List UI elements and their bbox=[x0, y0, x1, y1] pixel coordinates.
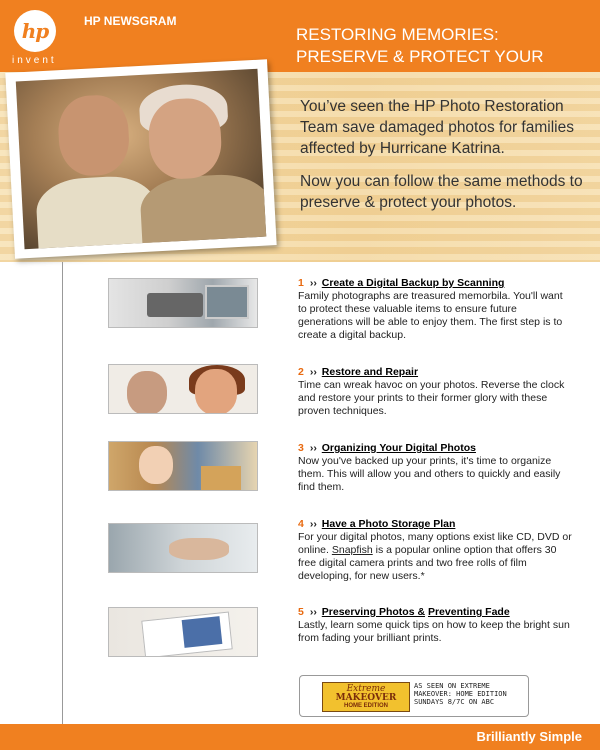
section-3-arrow-icon: ›› bbox=[309, 442, 317, 454]
organize-thumbnail[interactable] bbox=[108, 441, 258, 491]
hero-family-photo bbox=[16, 69, 266, 249]
hp-logo[interactable] bbox=[14, 10, 56, 52]
section-4 bbox=[298, 518, 573, 583]
section-1-number: 1 bbox=[298, 277, 304, 289]
section-5-title-link-2[interactable]: Preventing Fade bbox=[427, 606, 510, 618]
extreme-makeover-banner[interactable] bbox=[299, 675, 529, 717]
hero-photo-frame bbox=[5, 59, 276, 258]
section-3 bbox=[298, 442, 573, 494]
section-4-body bbox=[298, 531, 573, 583]
left-divider bbox=[62, 262, 63, 724]
headline-line-2: PRESERVE & PROTECT YOUR bbox=[296, 47, 544, 66]
scanner-thumbnail[interactable] bbox=[108, 278, 258, 328]
section-3-body: Now you've backed up your prints, it's time to organize them. This will allow you and others to quickly and easily find them. bbox=[298, 455, 561, 493]
section-2-arrow-icon: ›› bbox=[309, 366, 317, 378]
section-1-title-link[interactable]: Create a Digital Backup by Scanning bbox=[321, 277, 505, 289]
footer-bar bbox=[0, 724, 600, 750]
section-5-title-link-1[interactable]: Preserving Photos & bbox=[321, 606, 426, 618]
em-logo-line-2: MAKEOVER bbox=[335, 692, 397, 703]
em-logo-line-3: HOME EDITION bbox=[343, 702, 388, 709]
headline-line-1: RESTORING MEMORIES: bbox=[296, 25, 499, 44]
storage-thumbnail[interactable] bbox=[108, 523, 258, 573]
section-5 bbox=[298, 606, 573, 645]
section-2-title-link[interactable]: Restore and Repair bbox=[321, 366, 419, 378]
section-4-arrow-icon: ›› bbox=[309, 518, 317, 530]
section-1-arrow-icon: ›› bbox=[309, 277, 317, 289]
section-3-number: 3 bbox=[298, 442, 304, 454]
section-4-title-link[interactable]: Have a Photo Storage Plan bbox=[321, 518, 456, 530]
restore-thumbnail[interactable] bbox=[108, 364, 258, 414]
section-2-body: Time can wreak havoc on your photos. Reverse the clock and restore your prints to their former glory with these proven techniques. bbox=[298, 379, 565, 417]
section-4-number: 4 bbox=[298, 518, 304, 530]
section-2 bbox=[298, 366, 573, 418]
intro-paragraph-2: Now you can follow the same methods to preserve & protect your photos. bbox=[300, 173, 583, 211]
section-5-number: 5 bbox=[298, 606, 304, 618]
hp-invent-tagline: invent bbox=[12, 55, 57, 66]
section-1 bbox=[298, 277, 573, 342]
em-logo-line-1: Extreme bbox=[346, 683, 386, 694]
section-5-body: Lastly, learn some quick tips on how to keep the bright sun from fading your brilliant prints. bbox=[298, 619, 570, 644]
section-2-number: 2 bbox=[298, 366, 304, 378]
intro-text bbox=[300, 96, 590, 225]
section-4-body-start: For your digital photos, many options exist like CD, DVD or online. bbox=[298, 531, 572, 556]
header-bar bbox=[0, 0, 600, 72]
section-3-title-link[interactable]: Organizing Your Digital Photos bbox=[321, 442, 476, 454]
extreme-makeover-caption: AS SEEN ON EXTREME MAKEOVER: HOME EDITION SUNDAYS 8/7C ON ABC bbox=[414, 682, 507, 706]
snapfish-link[interactable]: Snapfish bbox=[331, 544, 373, 556]
section-5-arrow-icon: ›› bbox=[309, 606, 317, 618]
extreme-makeover-logo bbox=[322, 682, 410, 712]
intro-paragraph-1: You’ve seen the HP Photo Restoration Team save damaged photos for families affected by Hurricane Katrina. bbox=[300, 98, 574, 157]
hp-logo-text: hp bbox=[21, 19, 49, 43]
newsletter-title: HP NEWSGRAM bbox=[84, 14, 177, 28]
section-1-body: Family photographs are treasured memorbila. You'll want to protect these valuable items to ensure future generations will be able to enjoy them. The first step is to create a digital backup. bbox=[298, 290, 563, 341]
footer-tagline: Brilliantly Simple bbox=[476, 729, 582, 744]
section-4-body-end: is a popular online option that offers 30 free digital camera prints and two free rolls of film developing, for new users.* bbox=[298, 544, 557, 582]
preserve-thumbnail[interactable] bbox=[108, 607, 258, 657]
